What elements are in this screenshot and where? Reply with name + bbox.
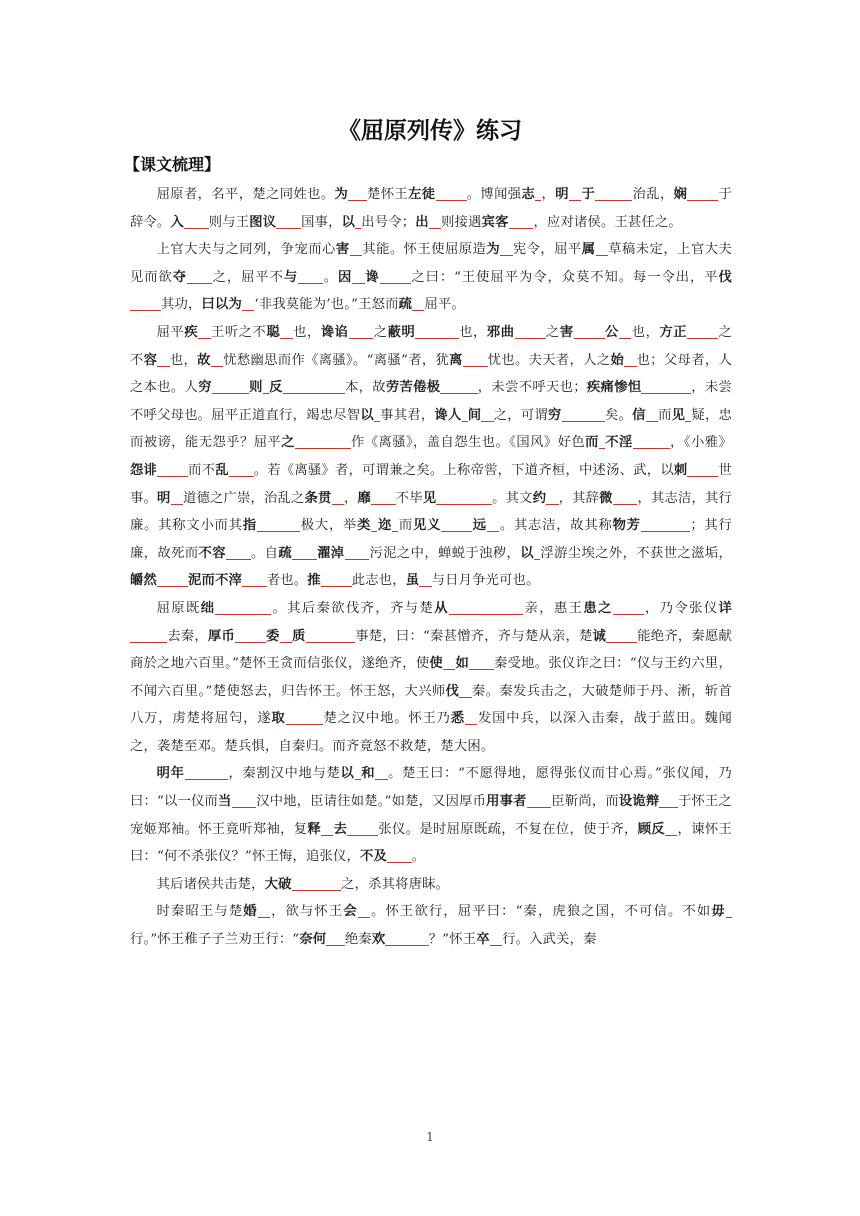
answer-blank[interactable] (659, 792, 678, 808)
keyword: 见 (671, 407, 686, 423)
text-run: 浮游尘埃之外，不获世之滋垢， (540, 545, 733, 561)
keyword: 则 (249, 380, 263, 396)
answer-blank[interactable] (242, 571, 267, 587)
keyword: 婚 (243, 904, 258, 920)
keyword: 濯淖 (316, 545, 345, 561)
answer-blank[interactable] (292, 875, 342, 891)
section-heading: 【课文梳理】 (124, 155, 221, 174)
keyword: 皭然 (130, 573, 157, 589)
keyword: 以 (360, 407, 374, 423)
answer-blank[interactable] (380, 268, 411, 284)
paragraph (130, 898, 732, 953)
answer-blank[interactable] (171, 489, 183, 505)
keyword: 怨诽 (130, 462, 158, 478)
text-run: ，《小雅》 (669, 435, 732, 451)
text-run: 也， (169, 352, 198, 368)
text-run: 疑，忠而被谤，能无怨乎？屈平 (130, 407, 733, 451)
answer-blank[interactable] (348, 185, 367, 201)
answer-blank[interactable] (726, 902, 732, 918)
keyword: 乱 (215, 462, 229, 478)
keyword: 类 (357, 518, 372, 534)
answer-blank[interactable] (232, 792, 257, 808)
text-run: ， (343, 490, 358, 506)
answer-blank[interactable] (687, 185, 718, 201)
keyword: 奈何 (299, 932, 327, 948)
keyword: 不淫 (605, 435, 633, 451)
keyword: 故 (197, 352, 211, 368)
keyword: 明年 (156, 766, 185, 782)
answer-blank[interactable] (595, 185, 632, 201)
keyword: 靡 (357, 490, 371, 506)
text-run: 屈平。 (424, 297, 465, 313)
text-run: 。若《离骚》者，可谓兼之矣。上称帝喾，下道齐桓，中述汤、武，以 (253, 462, 674, 478)
answer-blank[interactable] (347, 820, 378, 836)
text-run: 。博闻强 (466, 187, 522, 202)
answer-blank[interactable] (465, 709, 477, 725)
keyword: 之 (281, 435, 295, 451)
answer-blank[interactable] (596, 240, 608, 256)
text-run: ，其志洁，其行廉。其称文小而其 (130, 490, 733, 534)
keyword: 设诡辩 (618, 794, 660, 810)
text-run: 作《离骚》，盖自怨生也。《国风》好色 (350, 435, 586, 451)
page-number: 1 (426, 1130, 434, 1144)
keyword: 用事者 (486, 794, 527, 810)
answer-blank[interactable] (562, 406, 605, 422)
text-run: ，秦割汉中地与楚 (228, 766, 341, 782)
keyword: 为 (334, 187, 349, 202)
text-run: 臣靳尚，而 (551, 794, 619, 810)
answer-blank[interactable] (449, 599, 523, 615)
keyword: 谗谄 (320, 324, 349, 340)
answer-blank[interactable] (606, 627, 637, 643)
keyword: 以 (340, 766, 355, 782)
keyword: 会 (343, 904, 358, 920)
keyword: 质 (292, 628, 306, 644)
keyword: 与 (283, 269, 299, 285)
text-run: ，其辞 (558, 490, 600, 506)
answer-blank[interactable] (130, 627, 167, 643)
text-run: 去秦， (167, 628, 208, 644)
answer-blank[interactable] (350, 240, 362, 256)
text-run: 屈原既 (156, 600, 201, 616)
paragraph (130, 236, 732, 319)
text-run: 。 (411, 849, 426, 865)
keyword: 疾 (184, 324, 199, 340)
answer-blank[interactable] (321, 571, 352, 587)
answer-blank[interactable] (515, 323, 546, 339)
text-run: 时秦昭王与楚 (156, 904, 244, 920)
keyword: 伐 (718, 269, 733, 285)
text-run: ？”怀王 (428, 932, 477, 948)
text-run: ， (541, 187, 556, 202)
answer-blank[interactable] (633, 433, 670, 449)
answer-blank[interactable] (641, 516, 691, 532)
text-run: 行。入武关，秦 (502, 932, 597, 948)
answer-blank[interactable] (212, 378, 249, 394)
text-run: 而不 (188, 462, 216, 478)
keyword: 卒 (476, 932, 490, 948)
text-run: 之 (373, 324, 388, 340)
keyword: 泥而不滓 (188, 573, 242, 589)
answer-blank[interactable] (463, 351, 488, 367)
answer-blank[interactable] (436, 489, 492, 505)
answer-blank[interactable] (332, 489, 344, 505)
keyword: 如 (455, 656, 470, 672)
text-run: 则与王 (208, 214, 250, 230)
paragraph (130, 595, 732, 761)
answer-blank[interactable] (295, 433, 351, 449)
answer-blank[interactable] (546, 489, 558, 505)
keyword: 不及 (359, 849, 387, 865)
keyword: 诚 (592, 628, 607, 644)
answer-blank[interactable] (187, 268, 212, 284)
answer-blank[interactable] (527, 792, 552, 808)
text-run: 绝秦 (344, 932, 372, 948)
answer-blank[interactable] (345, 544, 370, 560)
keyword: 当 (218, 794, 232, 810)
keyword: 入 (170, 214, 184, 230)
keyword: 委 (266, 628, 280, 644)
keyword: 去 (333, 821, 348, 837)
keyword: 从 (434, 600, 449, 616)
keyword: 离 (449, 352, 463, 368)
text-run: ，欲与怀王 (270, 904, 344, 920)
answer-blank[interactable] (569, 185, 581, 201)
text-run: 发国中兵，以深入击秦，战于蓝田。魏闻之，袭楚至邓。楚兵惧，自秦归。而齐竟怒不救楚，楚大困。 (130, 711, 733, 754)
answer-blank[interactable] (469, 654, 494, 670)
keyword: 物芳 (612, 518, 641, 534)
text-run: 忧也。夫天者，人之 (487, 352, 611, 368)
keyword: 方正 (659, 324, 688, 340)
text-run: 而 (658, 407, 672, 423)
text-run: 楚怀王 (366, 187, 409, 202)
text-run: 王听之不 (210, 324, 267, 340)
text-run: 上官大夫与之同列，争宠而心 (156, 242, 336, 258)
answer-blank[interactable] (619, 323, 631, 339)
keyword: 详 (718, 600, 733, 616)
keyword: 容 (143, 352, 158, 368)
text-run: 而 (398, 518, 413, 534)
keyword: 绌 (200, 600, 216, 616)
text-run: 汉中地，臣请往如楚。”如楚，又因厚币 (256, 794, 487, 810)
answer-blank[interactable] (257, 516, 300, 532)
keyword: 因 (337, 269, 353, 285)
text-run: 。楚王曰：“不愿得地，愿得张仪而甘心焉。”张仪闻，乃曰：“以一仪而 (130, 766, 733, 810)
answer-blank[interactable] (687, 461, 718, 477)
text-run: 也， (292, 324, 321, 340)
answer-blank[interactable] (358, 902, 370, 918)
text-run: 宪令，屈平 (512, 242, 582, 258)
answer-blank[interactable] (613, 489, 638, 505)
text-run: 之不 (130, 324, 733, 368)
text-run: 之，屈平不 (211, 269, 284, 285)
keyword: 出 (415, 214, 429, 230)
answer-blank[interactable] (490, 930, 502, 946)
text-run: 国事， (301, 214, 342, 230)
document-title: 《屈原列传》练习 (338, 118, 522, 144)
answer-blank[interactable] (211, 351, 223, 367)
keyword: 蔽明 (387, 324, 416, 340)
keyword: 而 (585, 435, 599, 451)
text-run: 之 (545, 324, 560, 340)
text-run: 不毕 (395, 490, 423, 506)
answer-blank[interactable] (375, 764, 387, 780)
answer-blank[interactable] (215, 599, 271, 615)
text-run: 出号令； (361, 214, 416, 230)
text-run: 治乱， (632, 187, 674, 202)
keyword: 穷 (547, 407, 562, 423)
keyword: 毋 (711, 904, 726, 920)
keyword: 以 (520, 545, 534, 561)
answer-blank[interactable] (349, 323, 374, 339)
text-run: 之，可谓 (493, 407, 548, 423)
answer-blank[interactable] (613, 599, 644, 615)
paragraph (130, 181, 732, 236)
text-run: 矣。 (604, 407, 633, 423)
paragraph (130, 871, 732, 899)
text-run: 亲，惠王 (523, 600, 584, 616)
document-body (130, 181, 732, 954)
text-run: ，未尝不呼父母也。屈平正道直行，竭忠尽智 (130, 380, 732, 423)
text-run: 世事。 (130, 462, 733, 506)
keyword: 宾客 (481, 214, 509, 230)
answer-blank[interactable] (371, 489, 396, 505)
text-run: 之曰：“王使屈平为令，众莫不知。每一令出，平 (410, 269, 719, 285)
answer-blank[interactable] (436, 185, 467, 201)
text-run: 则接遇 (441, 214, 482, 230)
keyword: 明 (555, 187, 569, 202)
answer-blank[interactable] (624, 351, 636, 367)
keyword: 大破 (264, 876, 292, 892)
answer-blank[interactable] (157, 571, 188, 587)
text-run: 此志也， (351, 573, 406, 589)
answer-blank[interactable] (229, 461, 254, 477)
answer-blank[interactable] (641, 378, 691, 394)
text-run: 也， (458, 324, 487, 340)
keyword: 志 (521, 187, 536, 202)
keyword: 间 (467, 407, 482, 423)
keyword: 疏 (398, 297, 413, 313)
keyword: 伐 (445, 683, 460, 699)
text-run: 于怀王之宠姬郑袖。怀王竟听郑袖，复 (130, 794, 733, 837)
keyword: 使 (429, 656, 444, 672)
answer-blank[interactable] (419, 571, 431, 587)
keyword: 刺 (673, 462, 688, 478)
keyword: 不容 (198, 545, 226, 561)
keyword: 始 (610, 352, 625, 368)
keyword: 患之 (583, 600, 613, 616)
keyword: 疏 (278, 545, 293, 561)
answer-blank[interactable] (157, 351, 169, 367)
answer-blank[interactable] (481, 406, 493, 422)
text-run: 。 (322, 269, 338, 285)
keyword: 见义 (413, 518, 442, 534)
keyword: 于 (581, 187, 596, 202)
text-run: 其后诸侯共击楚， (156, 876, 265, 892)
keyword: 娴 (673, 187, 688, 202)
text-run: 也， (631, 324, 660, 340)
answer-blank[interactable] (185, 764, 228, 780)
answer-blank[interactable] (574, 323, 605, 339)
keyword: 夺 (172, 269, 188, 285)
text-run: ，应对诸侯。王甚任之。 (533, 214, 682, 230)
text-run: 也；父母者，人之本也。人 (130, 352, 732, 396)
answer-blank[interactable] (283, 378, 345, 394)
keyword: 图议 (249, 214, 277, 230)
keyword: 谗 (364, 269, 380, 285)
keyword: 聪 (266, 324, 281, 340)
answer-blank[interactable] (326, 930, 345, 946)
text-run: 能绝齐，秦愿献商於之地六百里。”楚怀王贪而信张仪，遂绝齐，使 (130, 628, 733, 672)
text-run: 者也。 (266, 573, 308, 589)
answer-blank[interactable] (276, 213, 301, 229)
keyword: 属 (581, 242, 596, 258)
keyword: 明 (157, 490, 171, 506)
text-run: 屈原者，名平，楚之同姓也。 (156, 187, 335, 202)
keyword: 邪曲 (486, 324, 515, 340)
keyword: 释 (307, 821, 322, 837)
paragraph (130, 319, 732, 595)
answer-blank[interactable] (235, 627, 266, 643)
text-run: ，乃令张仪 (643, 600, 719, 616)
keyword: 取 (271, 711, 286, 727)
keyword: 信 (632, 407, 646, 423)
answer-blank[interactable] (258, 902, 270, 918)
answer-blank[interactable] (459, 682, 471, 698)
keyword: 悉 (450, 711, 465, 727)
keyword: 见 (422, 490, 437, 506)
answer-blank[interactable] (387, 847, 412, 863)
keyword: 约 (532, 490, 547, 506)
text-run: 污泥之中，蝉蜕于浊秽， (369, 545, 521, 561)
keyword: 条贯 (304, 490, 332, 506)
answer-blank[interactable] (500, 240, 512, 256)
text-run: 。自 (250, 545, 279, 561)
answer-blank[interactable] (280, 323, 292, 339)
answer-blank[interactable] (198, 323, 210, 339)
text-run: ‘非我莫能为’也。”王怒而 (254, 297, 399, 313)
text-run: 秦。秦发兵击之，大破楚师于丹、淅，斩首八万，虏楚将屈匄，遂 (130, 683, 732, 727)
text-run: 草稿未定，上官大夫见而欲 (130, 242, 733, 285)
text-run: 。其文 (492, 490, 533, 506)
keyword: 曰以为 (201, 297, 242, 313)
text-run: 。其后秦欲伐齐，齐与楚 (271, 600, 435, 616)
paragraph (130, 760, 732, 870)
text-run: ；其行廉，故死而 (130, 518, 733, 561)
answer-blank[interactable] (157, 461, 188, 477)
answer-blank[interactable] (487, 516, 499, 532)
answer-blank[interactable] (443, 654, 455, 670)
text-run: 行。”怀王稚子子兰劝王行：“ (130, 932, 300, 948)
answer-blank[interactable] (292, 544, 317, 560)
text-run: 其功， (161, 297, 202, 313)
text-run: 与日月争光可也。 (431, 573, 540, 589)
keyword: 反 (269, 380, 283, 396)
keyword: 左徒 (408, 187, 436, 202)
answer-blank[interactable] (385, 930, 428, 946)
keyword: 虽 (405, 573, 420, 589)
answer-blank[interactable] (687, 323, 718, 339)
keyword: 远 (472, 518, 487, 534)
answer-blank[interactable] (130, 295, 161, 311)
keyword: 顾反 (637, 821, 666, 837)
text-run: 极大，举 (300, 518, 358, 534)
text-run: 。怀王欲行，屈平曰：“秦，虎狼之国，不可信。不如 (370, 904, 712, 920)
text-run: 秦受地。张仪诈之曰：“仪与王约六里，不闻六百里。”楚使怒去，归告怀王。怀王怒，大兴师 (130, 656, 733, 699)
keyword: 厚币 (207, 628, 235, 644)
text-run: 事其君， (380, 407, 435, 423)
keyword: 迩 (377, 518, 393, 534)
answer-blank[interactable] (321, 820, 333, 836)
answer-blank[interactable] (226, 544, 251, 560)
answer-blank[interactable] (441, 516, 472, 532)
answer-blank[interactable] (665, 820, 677, 836)
text-run: 张仪。是时屈原既疏，不复在位，使于齐， (378, 821, 638, 837)
keyword: 为 (486, 242, 501, 258)
text-run: ，未尝不呼天也； (477, 380, 587, 396)
answer-blank[interactable] (412, 295, 424, 311)
keyword: 谗人 (434, 407, 462, 423)
keyword: 和 (360, 766, 376, 782)
answer-blank[interactable] (646, 406, 658, 422)
answer-blank[interactable] (306, 627, 356, 643)
text-run: 屈平 (156, 324, 185, 340)
keyword: 推 (307, 573, 321, 589)
keyword: 公 (604, 324, 619, 340)
answer-blank[interactable] (440, 378, 477, 394)
text-run: 。其志洁，故其称 (499, 518, 613, 534)
keyword: 劳苦倦极 (385, 380, 441, 396)
text-run: 其能。怀王使屈原造 (362, 242, 487, 258)
answer-blank[interactable] (509, 213, 534, 229)
text-run: 之，杀其将唐眜。 (341, 876, 450, 892)
text-run: 事楚，曰：“秦甚憎齐，齐与楚从亲，楚 (355, 628, 593, 644)
text-run: 本，故 (344, 380, 386, 396)
keyword: 指 (242, 518, 257, 534)
answer-blank[interactable] (415, 323, 458, 339)
text-run: 于辞令。 (130, 187, 733, 230)
keyword: 以 (341, 214, 356, 230)
text-run: 楚之汉中地。怀王乃 (322, 711, 451, 727)
keyword: 穷 (198, 380, 212, 396)
answer-blank[interactable] (298, 268, 323, 284)
answer-blank[interactable] (242, 295, 254, 311)
answer-blank[interactable] (286, 709, 323, 725)
text-run: ，谏怀王曰：“何不杀张仪？”怀王悔，追张仪， (130, 821, 732, 865)
keyword: 害 (559, 324, 574, 340)
text-run: 忧愁幽思而作《离骚》。“离骚”者，犹 (223, 352, 450, 368)
answer-blank[interactable] (184, 213, 209, 229)
keyword: 欢 (371, 932, 386, 948)
keyword: 害 (335, 242, 350, 258)
answer-blank[interactable] (352, 268, 364, 284)
text-run: 道德之广崇，治乱之 (182, 490, 305, 506)
answer-blank[interactable] (280, 627, 292, 643)
keyword: 疾痛惨怛 (586, 380, 642, 396)
keyword: 微 (599, 490, 613, 506)
answer-blank[interactable] (429, 213, 441, 229)
